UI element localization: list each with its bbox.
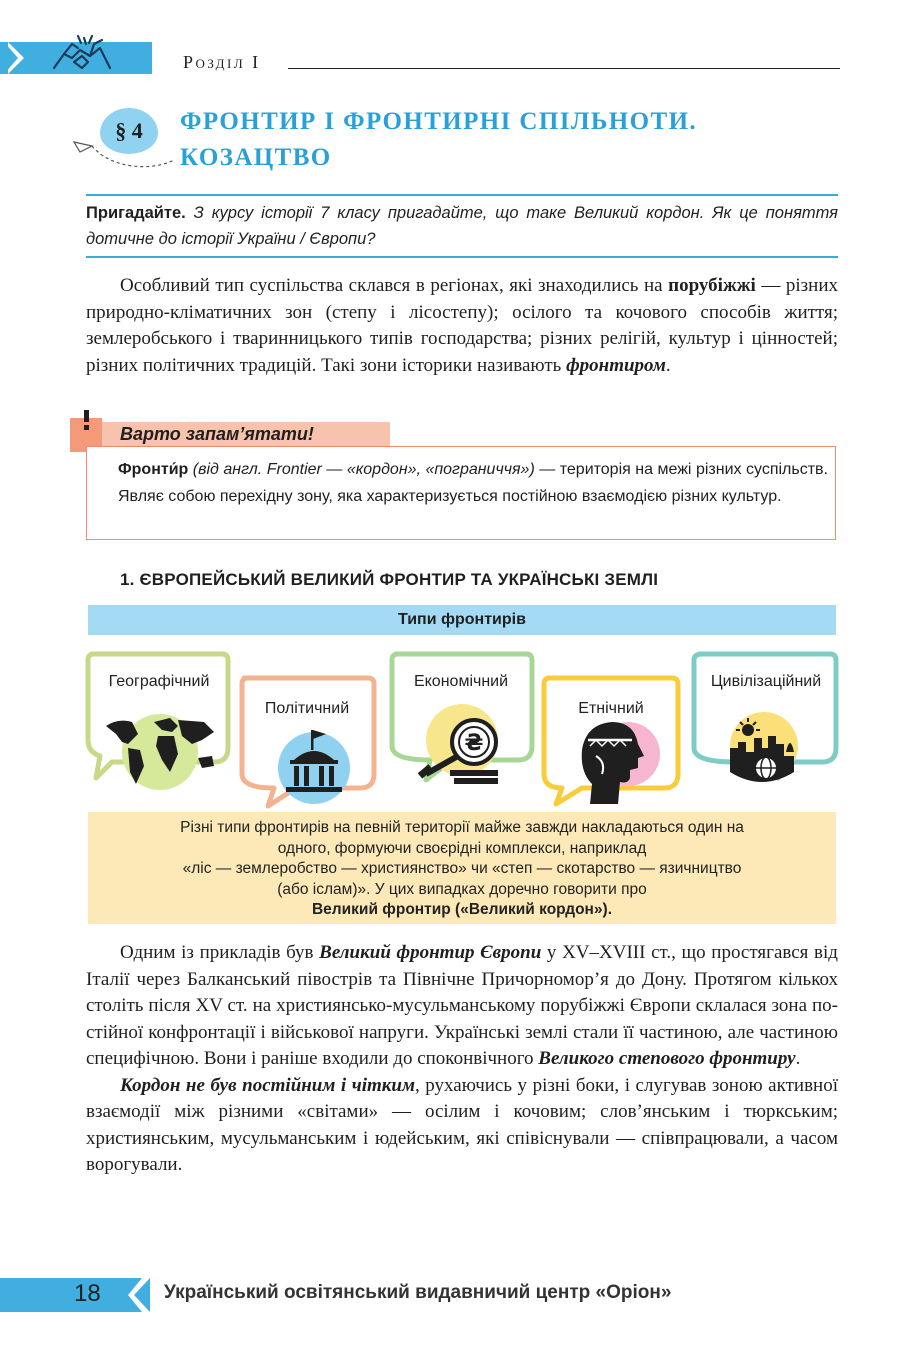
header-rule [288,68,840,69]
note-line-3: «ліс — землеробство — християнство» чи «степ — скотарство — язичництво [182,860,742,877]
handshake-icon [48,32,116,74]
remember-term: Фронти́р [118,461,189,478]
note-text [96,818,828,921]
intro-text-2: — різних природно-кліматичних зон (степу і лісостепу); осілого та кочового способів життя; землеробського і тваринницького типів господарства; різних релігій, культур і цінностей; різних політичних традицій. Такі зони історики називають [86,275,839,376]
political-blob [278,732,350,804]
remind-label: Пригадайте. [86,204,186,222]
card-label-civilizational: Цивілізаційний [710,673,822,690]
intro-paragraph [86,273,838,379]
footer-chevron [128,1278,152,1312]
body-paragraph-2 [86,1073,838,1179]
remember-text [118,456,828,510]
section-label: Розділ І [183,52,261,72]
body-paragraph-1 [86,940,838,1073]
body-p1-text-1: Одним із прикладів був [120,942,320,963]
card-label-economic: Економічний [413,673,509,690]
exclamation-icon [78,408,96,434]
types-title-bar: Типи фронтирів [88,605,836,635]
page-number: 18 [74,1280,101,1307]
card-label-ethnic: Етнічний [578,700,644,717]
remember-origin: (від англ. Frontier — «кордон», «пограниччя») [192,461,535,478]
remember-title: Варто запам’ятати! [120,424,314,444]
note-line-5: Великий фронтир («Великий кордон»). [311,901,613,918]
body-p1-text-3: . [795,1048,801,1069]
remind-block [86,200,838,252]
note-line-4: (або іслам)». У цих випадках доречно говорити про [277,880,647,898]
intro-text-1: Особливий тип суспільства склався в регіонах, які знаходились на [120,275,669,296]
title-line-2: КОЗАЦТВО [180,144,332,171]
card-ethnic [544,678,678,804]
frontier-types-diagram [82,644,842,812]
body-text [86,940,838,1179]
card-label-geographic: Географічний [108,673,210,690]
paragraph-number-badge: § 4 [100,108,158,154]
body-p2-term-1: Кордон не був постійним і чітким [120,1074,415,1096]
intro-key-term: фронтиром [566,354,666,376]
intro-text-3: . [665,354,671,376]
note-line-2: одного, формуючи своєрідні комплекси, наприклад [277,839,647,857]
remember-definition: — територія на межі різних суспільств. Являє собою перехідну зону, яка характеризується постійною взаємодією різних культур. [118,461,828,505]
card-political [242,678,374,806]
body-p1-term-1: Великий фронтир Європи [319,942,542,963]
publisher-name: Український освітянський видавничий центр «Оріон» [164,1282,672,1303]
body-p1-text-2: у XV–XVIII ст., що простягався від Італії через Балканський півострів та Північне Причорномор’я до Дону. Протягом кількох століть після XV ст. на християнсько-мусульманському порубіжжі Європи склалася зона постійної конфронтації і військової напруги. Українські землі стали її частиною, але частиною специфічною. Вони і раніше входили до споконвічного [86,942,838,1069]
note-line-1: Різні типи фронтирів на певній території майже завжди накладаються один на [180,819,744,836]
card-label-political: Політичний [264,700,350,717]
remind-bottom-rule [86,256,838,258]
svg-text:₴: ₴ [464,731,484,756]
section-heading: 1. ЄВРОПЕЙСЬКИЙ ВЕЛИКИЙ ФРОНТИР ТА УКРАЇНСЬКІ ЗЕМЛІ [120,570,659,589]
remind-top-rule [86,194,838,196]
title-line-1: ФРОНТИР І ФРОНТИРНІ СПІЛЬНОТИ. [180,108,698,135]
body-p1-term-2: Великого степового фронтиру [538,1048,796,1069]
header-chevron-inner [4,42,18,74]
intro-bold-term: порубіжжі [668,275,756,296]
paragraph-title [180,104,820,176]
body-p2-text-1: , рухаючись у різні боки, і слугував зоною активної взаємодії між різними «світами» — осілим і кочовим; слов’янським і тюркським; християнським, мусульманським і юдейським, які співіснували — співпрацювали, а часом ворогували. [86,1074,838,1175]
remind-text: З курсу історії 7 класу пригадайте, що таке Великий кордон. Як це поняття дотичне до історії України / Європи? [86,204,838,248]
human-head-profile-icon [582,722,644,804]
